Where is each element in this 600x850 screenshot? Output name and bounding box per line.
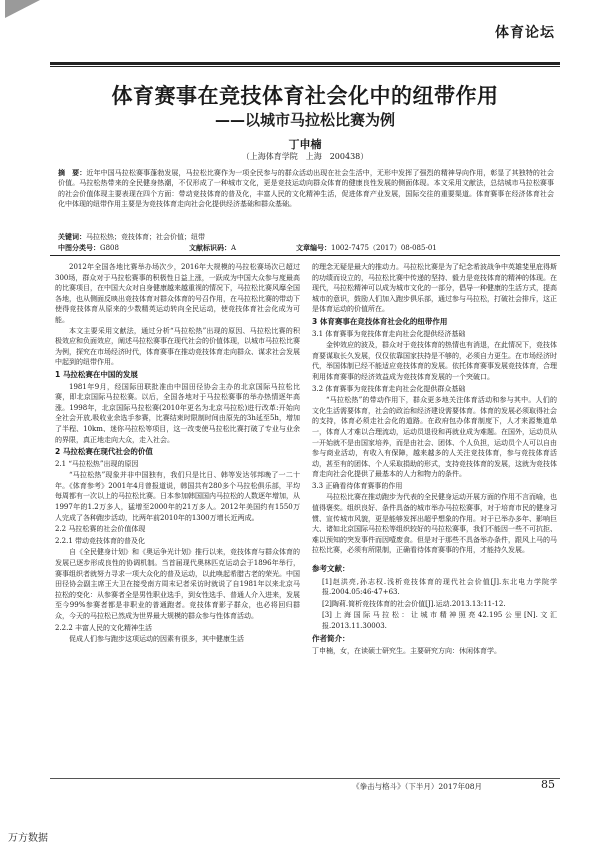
abstract xyxy=(58,168,554,210)
paragraph: “马拉松热”现象并非中国独有，我们只是比日、韩等发达邻邦晚了一二十年。《体育参考》2001年4月曾报道说，韩国共有280多个马拉松俱乐部，平均每周都有一次以上的马拉松比赛。日本参加韩国国内马拉松的人数逐年增加，从1997年的1.2万多人，猛增至2000年的21万多人。2012年美国约有1550万人完成了各种跑步活动，比两年前2010年的1300万增长近两成。 xyxy=(55,471,300,522)
keywords-label: 关键词： xyxy=(58,233,86,241)
article-meta xyxy=(58,232,554,253)
paragraph: 2012年全国各地比赛举办场次少，2016年大规模的马拉松赛场次已超过300场，群众对于马拉松赛事的积极性日益上涨，一跃成为中国大众参与度最高的比赛项目，在中国大众对自身健康越来越重视的情况下，马拉松比赛风靡全国各地，也从侧面反映出竞技体育对群众体育的号召作用，在马拉松比赛的带动下使得竞技体育从原来的少数精英运动转向全民运动，使竞技体育社会化成为可能。 xyxy=(55,263,300,324)
author-info: 丁申楠，女，在读硕士研究生。主要研究方向：休闲体育学。 xyxy=(312,647,501,656)
subsection-heading: 3.1 体育赛事为竞技体育走向社会化提供经济基础 xyxy=(312,329,466,338)
reference-item: [2]陶莉.简析竞技体育的社会价值[J].运动.2013.13:11-12. xyxy=(322,599,506,608)
paragraph: 金钟效应的波及，群众对于竞技体育的热情也有消退，在此情况下，竞技体育要谋取长久发展，仅仅依靠国家扶持是不够的，必须自力更生。在市场经济时代，举国体制已经不能适应竞技体育的发展。依托体育赛事发展竞技体育，合理利用体育赛事的经济效益成为竞技体育发展的一个突破口。 xyxy=(312,341,557,381)
classification-row xyxy=(58,243,554,254)
meta-rule xyxy=(50,255,560,256)
paragraph: 本文主要采用文献法，通过分析“马拉松热”出现的原因、马拉松比赛的积极效应和负面效应，阐述马拉松赛事在现代社会的价值体现，以城市马拉松比赛为例，探究在市场经济时代，体育赛事在推动竞技体育走向群众、谋求社会发展中起到的纽带作用。 xyxy=(55,326,300,367)
subsection-heading: 2.2.2 丰富人民的文化精神生活 xyxy=(55,623,153,632)
author-name: 丁申楠 xyxy=(288,138,322,151)
paragraph: 马拉松比赛在推动跑步为代表的全民健身运动开展方面的作用不言而喻，也值得褒奖。组织良好、条件具备的城市举办马拉松赛事，对于培育市民的健身习惯、宣传城市风貌，更是能够发挥出超乎想象的作用。对于已举办多年、影响巨大、诸如北京国际马拉松等组织较好的马拉松赛事，我们不能因一些不可抗拒、难以预知的突发事件而因噎废食。但是对于那些不具备举办条件，跟风上马的马拉松比赛，必须有所限制，正确看待体育赛事的作用，才能持久发展。 xyxy=(312,493,557,555)
subsection-heading: 2.2.1 带动竞技体育的普及化 xyxy=(55,536,146,545)
footer-rule xyxy=(50,778,560,779)
right-column xyxy=(312,262,557,659)
header-rule-thin xyxy=(50,66,560,67)
author-info-heading: 作者简介： xyxy=(312,633,350,643)
abstract-text: 近年中国马拉松赛事蓬勃发展，马拉松比赛作为一项全民参与的群众活动出现在社会生活中，无形中发挥了强烈的精神导向作用，彰显了其独特的社会价值。马拉松热带来的全民健身热潮，不仅形成了一种城市文化，更是竞技运动向群众体育的健康良性发展的侧面体现。本文采用文献法，总结城市马拉松赛事的社会价值体现主要表现在四个方面：带动竞技体育的普及化，丰富人民的文化精神生活，促进体育产业发展，国际交往的重要渠道。体育赛事在经济体育社会化中体现的纽带作用主要是为竞技体育走向社会化提供经济基础和群众基础。 xyxy=(58,169,555,209)
page-number: 85 xyxy=(541,778,555,791)
section-heading: 2 马拉松赛在现代社会的价值 xyxy=(55,447,153,457)
subsection-heading: 3.2 体育赛事为竞技体育走向社会化提供群众基础 xyxy=(312,384,466,393)
subsection-heading: 2.2 马拉松赛的社会价值体现 xyxy=(55,525,146,534)
subsection-heading: 2.1 “马拉松热”出现的原因 xyxy=(55,459,139,468)
paragraph: 自《全民健身计划》和《奥运争光计划》推行以来，竞技体育与群众体育的发展已逐步形成良性的协调机制。当首届现代奥林匹克运动会于1896年举行，赛事组织者就努力寻求一项大众化的普及运动，以此唤起希腊古老的荣光。中国田径协会副主席王大卫在接受南方周末记者采访时就说了自1981年以来北京马拉松的变化：从参赛者全是男性职业选手，到女性选手、普通人介入进来，发展至今99%参赛者都是非职业的普通跑者。竞技体育影子群众，也必将回归群众，今天的马拉松已然成为世界最大规模的群众参与性体育活动。 xyxy=(55,548,300,620)
clc-value: G808 xyxy=(100,243,119,252)
section-heading: 3 体育赛事在竞技体育社会化的纽带作用 xyxy=(312,316,448,326)
column-label: 体育论坛 xyxy=(495,25,555,41)
artno-label: 文章编号： xyxy=(296,243,332,252)
paragraph: 的理念无疑是最大的推动力。马拉松比赛是为了纪念希波战争中英雄斐里庇得斯的功绩而设立的，马拉松比赛中传递的坚持、毅力是竞技体育的精神的体现。在现代，马拉松精神可以成为城市文化的一部分，倡导一种健康的生活方式，提高城市的意识，鼓励人们加入跑步俱乐部，通过参与马拉松，打破社会排斥，这正是体育运动的价值所在。 xyxy=(312,263,557,314)
watermark: 万方数据 xyxy=(8,833,48,844)
journal-citation: 《拳击与格斗》（下半月）2017年08月 xyxy=(352,782,482,791)
header-rule xyxy=(50,62,560,65)
left-column xyxy=(55,262,300,645)
author-affiliation: （上海体育学院 上海 200438） xyxy=(241,152,369,161)
reference-item: [1]赵洪亮,孙志权.浅析竞技体育的现代社会价值[J].东北电力学院学报.2004.05:46-47+63. xyxy=(322,577,557,597)
paragraph: 促成人们参与跑步这项运动的因素有很多，其中健康生活 xyxy=(69,635,244,644)
artno-value: 1002-7475（2017）08-085-01 xyxy=(331,243,437,252)
references-heading: 参考文献： xyxy=(312,564,350,574)
corner-mark xyxy=(5,0,40,18)
keywords-row xyxy=(58,232,554,243)
clc-label: 中图分类号： xyxy=(58,243,100,252)
abstract-label: 摘 要： xyxy=(58,169,87,177)
doc-value: A xyxy=(230,243,237,252)
article-title: 体育赛事在竞技体育社会化中的纽带作用 xyxy=(111,83,499,108)
doc-label: 文献标识码： xyxy=(188,243,231,252)
subsection-heading: 3.3 正确看待体育赛事的作用 xyxy=(312,481,403,490)
paragraph: “马拉松热”的带动作用下，群众更多地关注体育活动和参与其中。人们的文化生活需要体育，社会的政治和经济建设需要体育。体育的发展必须取得社会的支持，体育必须走社会化的道路。在政府包办体育制度下，人才来源集道单一，体育人才难以合理流动，运动员退役和再就业成为难题。在国外，运动员从一开始就不是由国家培养，而是由社会、团体、个人负担，运动员个人可以自由参与商业活动，有收入有保障，越来越多的人关注竞技体育，参与竞技体育活动，甚至有的团体、个人采取捐助的形式，支持竞技体育的发展，这就为竞技体育走向社会化提供了最基本的人力和物力的条件。 xyxy=(312,396,557,479)
section-heading: 1 马拉松赛在中国的发展 xyxy=(55,369,138,379)
article-subtitle: ——以城市马拉松比赛为例 xyxy=(214,111,395,129)
keywords: 马拉松热；竞技体育；社会价值；纽带 xyxy=(86,233,205,241)
reference-item: [3]上海国际马拉松：让城市精神照亮42.195公里[N].文汇报.2013.11.30003. xyxy=(322,611,557,630)
paragraph: 1981年9月，经国际田联批准由中国田径协会主办的北京国际马拉松比赛，即北京国际马拉松赛。以后，全国各地对于马拉松赛事的举办热情逐年高涨。1998年，北京国际马拉松赛(2010年更名为北京马拉松)进行改革:开始向全社会开放,吸收业余选手参赛，比赛结束时限制时间由原先的3h延至5h，增加了半程、10km、迷你马拉松等项目，这一改变使马拉松比赛打破了专业与业余的界限，真正地走向大众，走入社会。 xyxy=(55,382,300,444)
